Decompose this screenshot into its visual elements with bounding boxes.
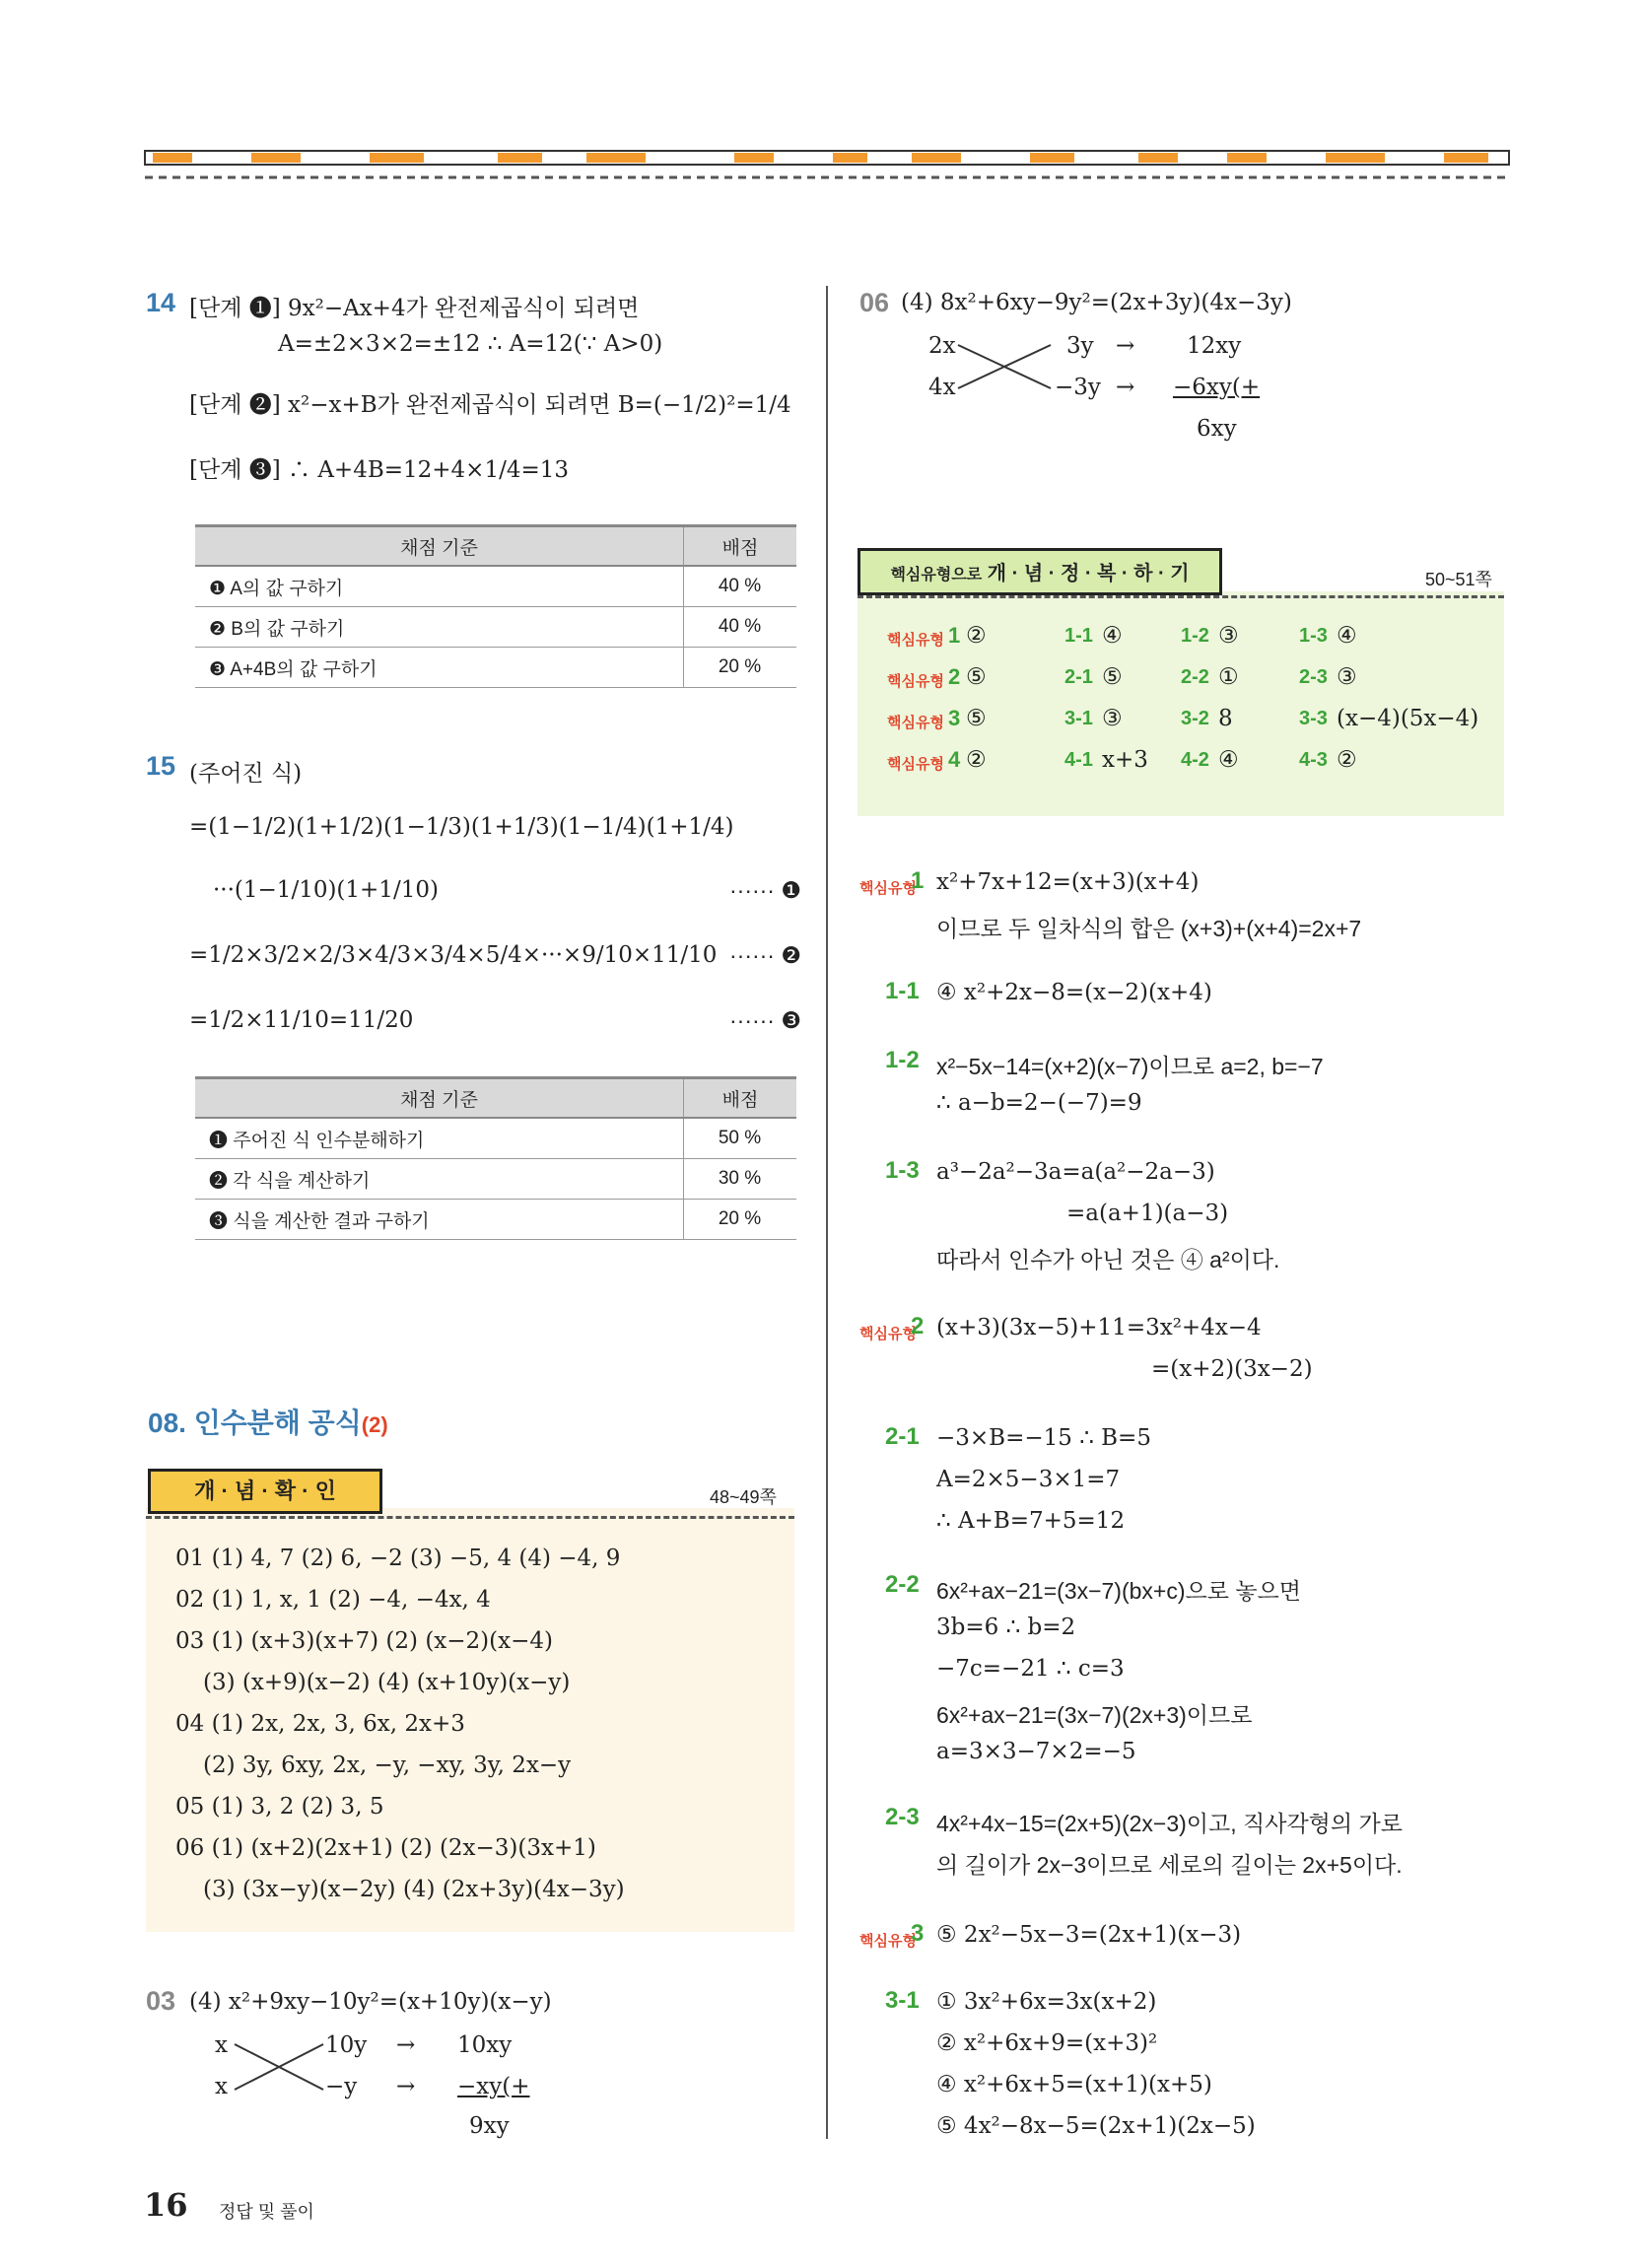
- review-ans: ④: [1218, 747, 1239, 773]
- review-ans: ②: [966, 623, 987, 649]
- answer-row-04a: 04 (1) 2x, 2x, 3, 6x, 2x+3: [175, 1711, 465, 1737]
- sol-2-2-e: a=3×3−7×2=−5: [936, 1739, 1136, 1764]
- problem-14-number: 14: [146, 288, 176, 317]
- p03-b1: x: [215, 2074, 228, 2099]
- review-ans: ②: [1337, 747, 1357, 773]
- review-ans: ⑤: [1102, 664, 1123, 690]
- review-row: [887, 623, 1498, 653]
- sol-1-a: x²+7x+12=(x+3)(x+4): [936, 869, 1200, 895]
- review-label-big: 개 · 념 · 정 · 복 · 하 · 기: [982, 563, 1190, 584]
- score-criteria: ❷ B의 값 구하기: [195, 607, 684, 648]
- review-ans: ①: [1218, 664, 1239, 690]
- sol-3-1-b: ② x²+6x+9=(x+3)²: [936, 2030, 1158, 2056]
- sol-3-1-a: ① 3x²+6x=3x(x+2): [936, 1989, 1157, 2015]
- review-ans: ⑤: [966, 664, 987, 690]
- problem-03-number: 03: [146, 1986, 176, 2016]
- p06-b4: −6xy(+: [1173, 375, 1261, 400]
- review-ans: ⑤: [966, 706, 987, 731]
- score-points: 20 %: [684, 1200, 797, 1240]
- score-header-points: 배점: [684, 526, 797, 567]
- sol-1-b: 이므로 두 일차식의 합은 (x+3)+(x+4)=2x+7: [936, 916, 1362, 941]
- p03-b2: −y: [325, 2074, 358, 2099]
- review-sub-label: 1-1: [1064, 625, 1093, 647]
- p14-score-table: [195, 524, 796, 688]
- review-ans: ②: [966, 747, 987, 773]
- score-header-criteria: 채점 기준: [195, 1078, 684, 1119]
- review-ans: ③: [1102, 706, 1123, 731]
- p03-c4: 9xy: [469, 2113, 510, 2139]
- section-title: [148, 1402, 388, 1441]
- review-sub-label: 4-3: [1299, 749, 1328, 771]
- p03-a1: x: [215, 2032, 228, 2058]
- p06-b1: 4x: [928, 375, 956, 400]
- sol-1-1: ④ x²+2x−8=(x−2)(x+4): [936, 980, 1212, 1005]
- p14-step3: [단계 ❸] ∴ A+4B=12+4×1/4=13: [189, 457, 569, 483]
- sol-2-3-label: 2-3: [885, 1804, 920, 1830]
- p06-a4: 12xy: [1187, 333, 1242, 359]
- score-points: 30 %: [684, 1159, 797, 1200]
- review-key-num: 1: [948, 623, 961, 648]
- review-ans: x+3: [1102, 747, 1148, 773]
- p14-step1b: A=±2×3×2=±12 ∴ A=12(∵ A>0): [278, 331, 663, 357]
- sol-1-3-c: 따라서 인수가 아닌 것은 ④ a²이다.: [936, 1247, 1280, 1272]
- review-label: [858, 548, 1222, 595]
- p15-marker3: ······ ❸: [729, 1007, 801, 1033]
- sol-key-tag: 핵심유형: [859, 1933, 917, 1950]
- p15-score-table: [195, 1076, 796, 1240]
- section-title-suffix: (2): [361, 1412, 388, 1437]
- review-ans: ③: [1337, 664, 1357, 690]
- sol-3-a: ⑤ 2x²−5x−3=(2x+1)(x−3): [936, 1922, 1242, 1948]
- p03-a2: 10y: [325, 2032, 368, 2058]
- score-criteria: ❶ A의 값 구하기: [195, 566, 684, 607]
- score-points: 50 %: [684, 1118, 797, 1159]
- p15-line0: (주어진 식): [189, 761, 303, 787]
- sol-key-tag: 핵심유형: [859, 880, 917, 897]
- review-pages: 50~51쪽: [1425, 570, 1492, 589]
- sol-1-1-label: 1-1: [885, 978, 920, 1004]
- p14-step2: [단계 ❷] x²−x+B가 완전제곱식이 되려면 B=(−1/2)²=1/4: [189, 392, 791, 418]
- score-criteria: ❷ 각 식을 계산하기: [195, 1159, 684, 1200]
- answer-row-05: 05 (1) 3, 2 (2) 3, 5: [175, 1794, 384, 1820]
- concept-check-label: 개 · 념 · 확 · 인: [148, 1469, 382, 1514]
- p14-step1: [단계 ❶] 9x²−Ax+4가 완전제곱식이 되려면: [189, 296, 640, 321]
- p15-line3: =1/2×3/2×2/3×4/3×3/4×5/4×···×9/10×11/10: [189, 942, 718, 968]
- sol-2-2-b: 3b=6 ∴ b=2: [936, 1615, 1076, 1640]
- review-row: [887, 747, 1498, 777]
- sol-2-a: (x+3)(3x−5)+11=3x²+4x−4: [936, 1315, 1262, 1340]
- problem-15-number: 15: [146, 751, 176, 781]
- section-title-text: 08. 인수분해 공식: [148, 1408, 362, 1438]
- sol-type-1: 1: [911, 867, 925, 894]
- sol-2-1-a: −3×B=−15 ∴ B=5: [936, 1425, 1151, 1451]
- review-sub-label: 2-3: [1299, 666, 1328, 688]
- sol-3-1-d: ⑤ 4x²−8x−5=(2x+1)(2x−5): [936, 2113, 1256, 2139]
- sol-2-2-a: 6x²+ax−21=(3x−7)(bx+c)으로 놓으면: [936, 1578, 1301, 1604]
- review-sub-label: 2-2: [1181, 666, 1209, 688]
- p15-line1: =(1−1/2)(1+1/2)(1−1/3)(1+1/3)(1−1/4)(1+1/4): [189, 814, 734, 840]
- answer-row-03b: (3) (x+9)(x−2) (4) (x+10y)(x−y): [203, 1670, 571, 1695]
- score-criteria: ❸ 식을 계산한 결과 구하기: [195, 1200, 684, 1240]
- p06-cross-lines: [956, 341, 1055, 392]
- answer-row-04b: (2) 3y, 6xy, 2x, −y, −xy, 3y, 2x−y: [203, 1753, 572, 1778]
- score-criteria: ❶ 주어진 식 인수분해하기: [195, 1118, 684, 1159]
- sol-2-2-label: 2-2: [885, 1571, 920, 1598]
- sol-3-1-label: 3-1: [885, 1987, 920, 2014]
- sol-2-1-b: A=2×5−3×1=7: [936, 1467, 1121, 1492]
- review-ans: (x−4)(5x−4): [1337, 706, 1479, 731]
- sol-3-1-c: ④ x²+6x+5=(x+1)(x+5): [936, 2072, 1212, 2097]
- review-key-tag: 핵심유형: [887, 673, 944, 690]
- sol-type-3: 3: [911, 1920, 925, 1947]
- review-sub-label: 4-1: [1064, 749, 1093, 771]
- score-points: 40 %: [684, 566, 797, 607]
- review-key-tag: 핵심유형: [887, 715, 944, 731]
- review-key-tag: 핵심유형: [887, 632, 944, 649]
- sol-1-3-label: 1-3: [885, 1157, 920, 1184]
- review-ans: ④: [1337, 623, 1357, 649]
- answer-row-06b: (3) (3x−y)(x−2y) (4) (2x+3y)(4x−3y): [203, 1877, 625, 1902]
- sol-1-2-label: 1-2: [885, 1047, 920, 1073]
- problem-06-number: 06: [859, 288, 890, 317]
- answer-row-03a: 03 (1) (x+3)(x+7) (2) (x−2)(x−4): [175, 1628, 553, 1654]
- score-criteria: ❸ A+4B의 값 구하기: [195, 648, 684, 688]
- p15-line4: =1/2×11/10=11/20: [189, 1007, 414, 1033]
- sol-2-b: =(x+2)(3x−2): [1151, 1356, 1313, 1382]
- p06-b2: −3y: [1055, 375, 1101, 400]
- review-row: [887, 706, 1498, 735]
- review-sub-label: 1-2: [1181, 625, 1209, 647]
- p15-marker2: ······ ❷: [729, 942, 801, 968]
- p03-cross-lines: [233, 2040, 327, 2096]
- answer-row-06a: 06 (1) (x+2)(2x+1) (2) (2x−3)(3x+1): [175, 1835, 596, 1861]
- sol-2-2-c: −7c=−21 ∴ c=3: [936, 1656, 1125, 1682]
- score-header-criteria: 채점 기준: [195, 526, 684, 567]
- p03-b4: −xy(+: [457, 2074, 530, 2099]
- sol-2-1-c: ∴ A+B=7+5=12: [936, 1508, 1126, 1534]
- p06-a3: →: [1116, 333, 1135, 359]
- review-ans: ④: [1102, 623, 1123, 649]
- review-sub-label: 4-2: [1181, 749, 1209, 771]
- concept-pages: 48~49쪽: [710, 1487, 777, 1507]
- sol-2-1-label: 2-1: [885, 1423, 920, 1450]
- concept-divider: [146, 1516, 794, 1519]
- header-decoration: [143, 146, 1513, 185]
- footer-label: 정답 및 풀이: [219, 2202, 314, 2222]
- review-key-num: 4: [948, 747, 961, 772]
- review-ans: ③: [1218, 623, 1239, 649]
- sol-type-2: 2: [911, 1313, 925, 1340]
- p06-a1: 2x: [928, 333, 956, 359]
- review-sub-label: 3-3: [1299, 708, 1328, 729]
- sol-2-3-b: 의 길이가 2x−3이므로 세로의 길이는 2x+5이다.: [936, 1852, 1403, 1878]
- answer-row-01: 01 (1) 4, 7 (2) 6, −2 (3) −5, 4 (4) −4, 9: [175, 1546, 621, 1571]
- sol-2-2-d: 6x²+ax−21=(3x−7)(2x+3)이므로: [936, 1702, 1253, 1728]
- review-key-tag: 핵심유형: [887, 756, 944, 773]
- p06-b3: →: [1116, 375, 1135, 400]
- p06-line1: (4) 8x²+6xy−9y²=(2x+3y)(4x−3y): [901, 290, 1292, 315]
- score-points: 40 %: [684, 607, 797, 648]
- p15-marker1: ······ ❶: [729, 877, 801, 903]
- score-points: 20 %: [684, 648, 797, 688]
- sol-2-3-a: 4x²+4x−15=(2x+5)(2x−3)이고, 직사각형의 가로: [936, 1811, 1403, 1836]
- column-divider: [826, 286, 828, 2139]
- p03-a3: →: [396, 2032, 416, 2058]
- sol-key-tag: 핵심유형: [859, 1326, 917, 1342]
- p15-line2: ···(1−1/10)(1+1/10): [213, 877, 439, 903]
- p03-b3: →: [396, 2074, 416, 2099]
- review-ans: 8: [1218, 706, 1233, 731]
- review-key-num: 3: [948, 706, 961, 730]
- sol-1-2-b: ∴ a−b=2−(−7)=9: [936, 1090, 1142, 1116]
- p03-line1: (4) x²+9xy−10y²=(x+10y)(x−y): [189, 1989, 552, 2015]
- review-sub-label: 3-2: [1181, 708, 1209, 729]
- review-label-small: 핵심유형으로: [890, 567, 983, 584]
- score-header-points: 배점: [684, 1078, 797, 1119]
- review-key-num: 2: [948, 664, 961, 689]
- review-sub-label: 3-1: [1064, 708, 1093, 729]
- review-sub-label: 1-3: [1299, 625, 1328, 647]
- answer-row-02: 02 (1) 1, x, 1 (2) −4, −4x, 4: [175, 1587, 491, 1613]
- page-number: 16: [144, 2186, 188, 2224]
- p03-a4: 10xy: [457, 2032, 513, 2058]
- review-sub-label: 2-1: [1064, 666, 1093, 688]
- p06-c4: 6xy: [1197, 416, 1237, 442]
- sol-1-3-a: a³−2a²−3a=a(a²−2a−3): [936, 1159, 1215, 1185]
- review-divider: [858, 595, 1504, 598]
- sol-1-2-a: x²−5x−14=(x+2)(x−7)이므로 a=2, b=−7: [936, 1054, 1324, 1079]
- review-row: [887, 664, 1498, 694]
- p06-a2: 3y: [1066, 333, 1094, 359]
- sol-1-3-b: =a(a+1)(a−3): [1066, 1201, 1229, 1226]
